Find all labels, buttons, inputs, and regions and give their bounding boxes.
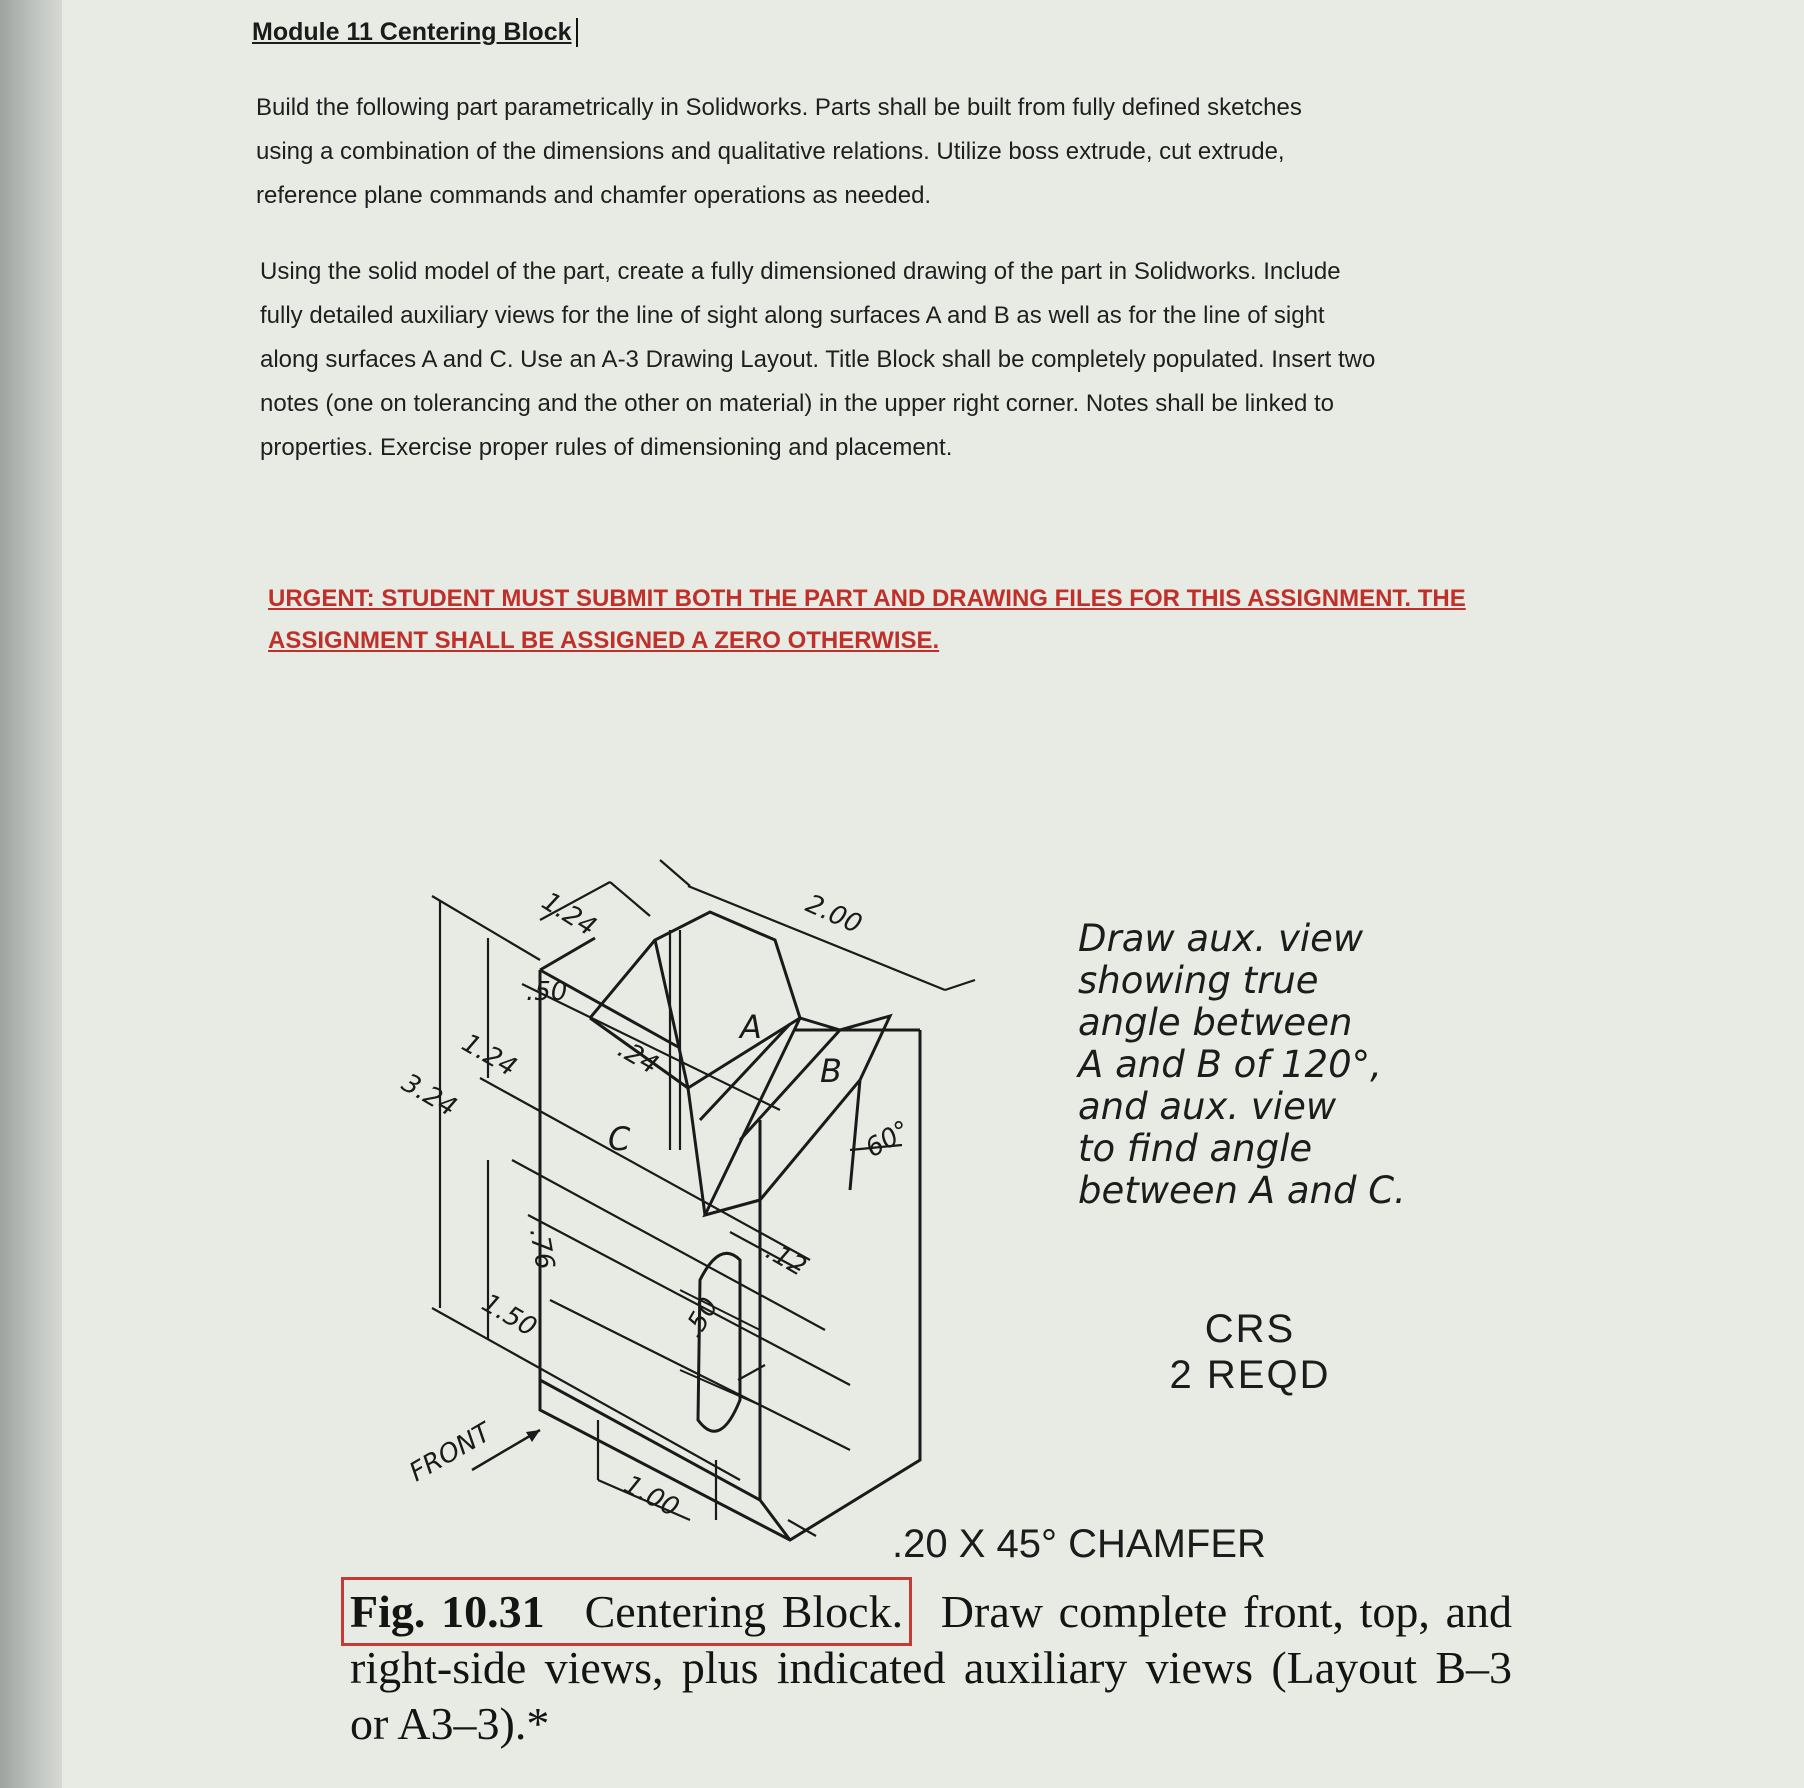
figure-number: Fig. 10.31: [350, 1586, 545, 1637]
note-line: between A and C.: [1078, 1169, 1406, 1212]
instructions-paragraph-1: [256, 86, 1302, 218]
dim-76: .76: [523, 1226, 560, 1272]
front-label: FRONT: [404, 1417, 497, 1489]
chamfer-note: .20 X 45° CHAMFER: [892, 1522, 1266, 1566]
dim-1-00: 1.00: [618, 1469, 684, 1524]
paragraph-line: Using the solid model of the part, create a fully dimensioned drawing of the part in Solidworks. Include: [260, 258, 1341, 285]
material-label: CRS: [1204, 1307, 1296, 1351]
dim-50-top: .50: [526, 977, 568, 1007]
caption-highlight-box: [350, 1586, 903, 1637]
paragraph-line: reference plane commands and chamfer operations as needed.: [256, 182, 932, 209]
note-line: Draw aux. view: [1078, 917, 1364, 960]
paragraph-line: Build the following part parametrically in Solidworks. Parts shall be built from fully defined sketches: [256, 94, 1302, 121]
paragraph-line: along surfaces A and C. Use an A-3 Drawing Layout. Title Block shall be completely populated. Insert two: [260, 346, 1376, 373]
slot-feature: [680, 1253, 760, 1431]
note-line: angle between: [1078, 1001, 1353, 1044]
note-line: to find angle: [1078, 1127, 1313, 1170]
paragraph-line: fully detailed auxiliary views for the line of sight along surfaces A and B as well as for the line of sight: [260, 302, 1325, 329]
window-left-edge: [0, 0, 62, 1788]
dim-12: .12: [760, 1236, 812, 1283]
figure-caption: [350, 1584, 1512, 1752]
material-quantity-note: [1150, 1306, 1350, 1398]
note-line: showing true: [1078, 959, 1319, 1002]
figure-title: Centering Block.: [584, 1586, 904, 1637]
dim-2-00: 2.00: [801, 888, 867, 940]
surface-label-c: C: [608, 1120, 631, 1158]
dim-50-slot: .50: [678, 1292, 725, 1344]
dim-24: .24: [612, 1034, 664, 1081]
note-line: A and B of 120°,: [1078, 1043, 1382, 1086]
auxiliary-view-note: [1078, 918, 1458, 1212]
dim-1-50: 1.50: [476, 1288, 542, 1344]
dim-1-24-top: 1.24: [536, 886, 602, 943]
urgent-notice: URGENT: STUDENT MUST SUBMIT BOTH THE PART AND DRAWING FILES FOR THIS ASSIGNMENT. THE ASSIGNMENT SHALL BE ASSIGNED A ZERO OTHERWISE.: [268, 585, 1466, 654]
centering-block-drawing: [380, 820, 1020, 1560]
paragraph-line: notes (one on tolerancing and the other on material) in the upper right corner. Notes shall be linked to: [260, 390, 1334, 417]
quantity-label: 2 REQD: [1169, 1353, 1331, 1397]
paragraph-line: properties. Exercise proper rules of dimensioning and placement.: [260, 434, 953, 461]
instructions-paragraph-2: [260, 250, 1375, 470]
paragraph-line: using a combination of the dimensions and qualitative relations. Utilize boss extrude, cut extrude,: [256, 138, 1285, 165]
surface-label-a: A: [740, 1008, 762, 1046]
dim-1-24-side: 1.24: [456, 1028, 522, 1084]
dim-60-deg: 60°: [860, 1115, 916, 1165]
note-line: and aux. view: [1078, 1085, 1337, 1128]
caption-text: Draw complete front, top, and right-side views, plus indicated auxiliary views (Layout B–3 or A3–3).*: [350, 1586, 1512, 1749]
surface-label-b: B: [820, 1052, 842, 1090]
front-indicator: [405, 1417, 541, 1488]
dim-3-24: 3.24: [396, 1068, 462, 1124]
document-title: Module 11 Centering Block: [252, 18, 578, 47]
